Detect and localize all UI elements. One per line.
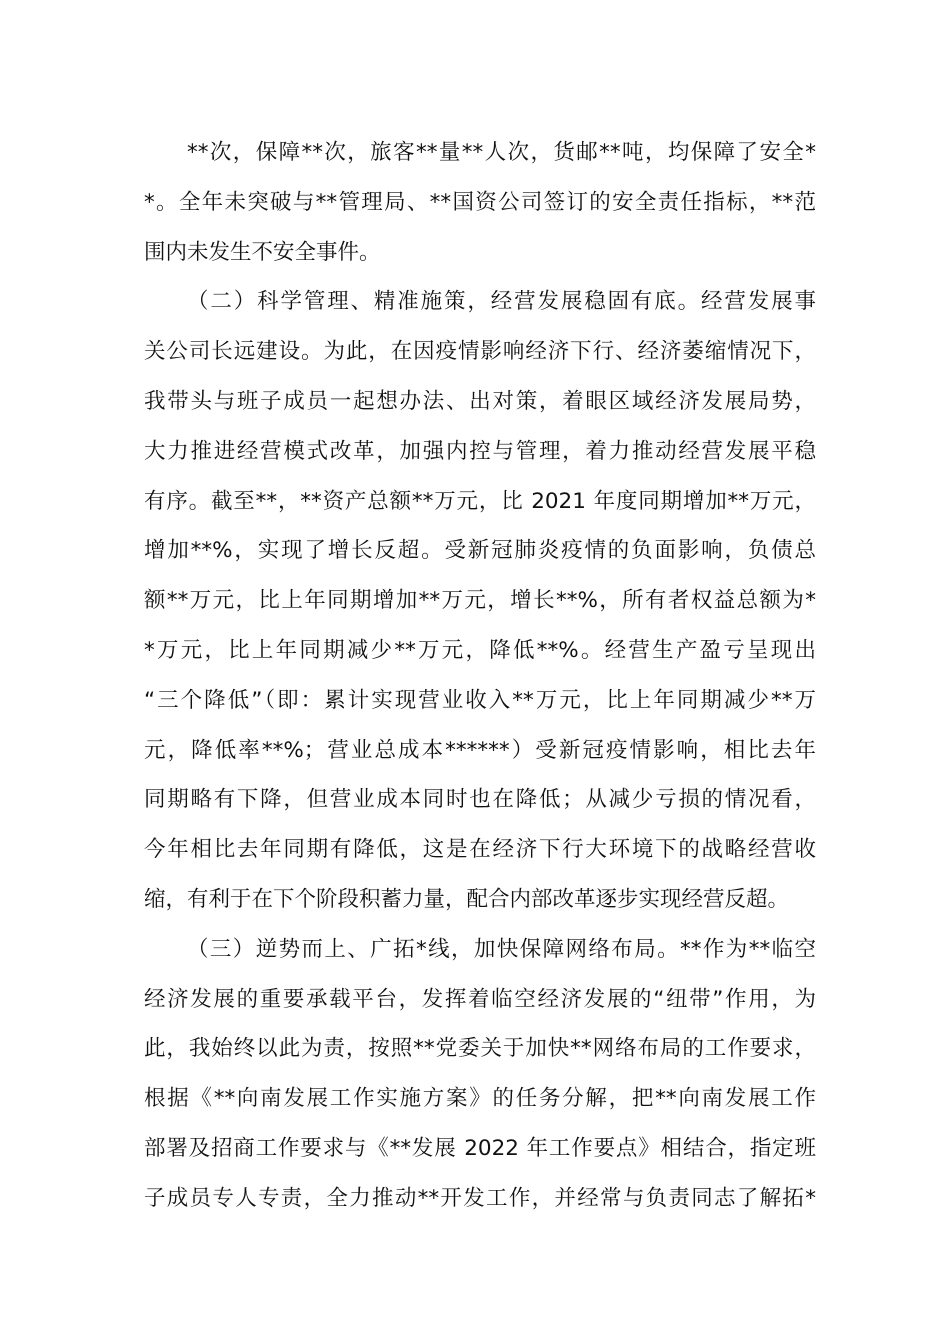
text-line: *。全年未突破与**管理局、**国资公司签订的安全责任指标，**范 (144, 189, 816, 215)
paragraph-heading-line: （二）科学管理、精准施策，经营发展稳固有底。经营发展事 (187, 289, 816, 315)
text-line: *万元，比上年同期减少**万元，降低**%。经营生产盈亏呈现出 (144, 637, 816, 663)
text-line: 此，我始终以此为责，按照**党委关于加快**网络布局的工作要求， (144, 1036, 816, 1062)
text-line: 经济发展的重要承载平台，发挥着临空经济发展的“纽带”作用，为 (144, 986, 816, 1012)
text-line: 围内未发生不安全事件。 (144, 239, 381, 265)
text-line: 我带头与班子成员一起想办法、出对策，着眼区域经济发展局势， (144, 388, 816, 414)
text-line: 大力推进经营模式改革，加强内控与管理，着力推动经营发展平稳 (144, 438, 816, 464)
text-line: 有序。截至**，**资产总额**万元，比 2021 年度同期增加**万元， (144, 488, 816, 514)
document-body (144, 128, 816, 1224)
paragraph-heading-line: （三）逆势而上、广拓*线，加快保障网络布局。**作为**临空 (187, 936, 816, 962)
text-line: 部署及招商工作要求与《**发展 2022 年工作要点》相结合，指定班 (144, 1135, 816, 1161)
text-line: 子成员专人专责，全力推动**开发工作，并经常与负责同志了解拓* (144, 1185, 816, 1211)
text-line: 元，降低率**%；营业总成本******）受新冠疫情影响，相比去年 (144, 737, 816, 763)
text-line: 同期略有下降，但营业成本同时也在降低；从减少亏损的情况看， (144, 787, 816, 813)
text-line: “三个降低”（即：累计实现营业收入**万元，比上年同期减少**万 (144, 687, 816, 713)
text-line: 今年相比去年同期有降低，这是在经济下行大环境下的战略经营收 (144, 837, 816, 863)
text-line: 根据《**向南发展工作实施方案》的任务分解，把**向南发展工作 (144, 1086, 816, 1112)
text-line: 额**万元，比上年同期增加**万元，增长**%，所有者权益总额为* (144, 588, 816, 614)
text-line: **次，保障**次，旅客**量**人次，货邮**吨，均保障了安全* (187, 140, 816, 165)
text-line: 缩，有利于在下个阶段积蓄力量，配合内部改革逐步实现经营反超。 (144, 886, 790, 912)
text-line: 关公司长远建设。为此，在因疫情影响经济下行、经济萎缩情况下， (144, 339, 816, 365)
text-line: 增加**%，实现了增长反超。受新冠肺炎疫情的负面影响，负债总 (144, 538, 816, 564)
